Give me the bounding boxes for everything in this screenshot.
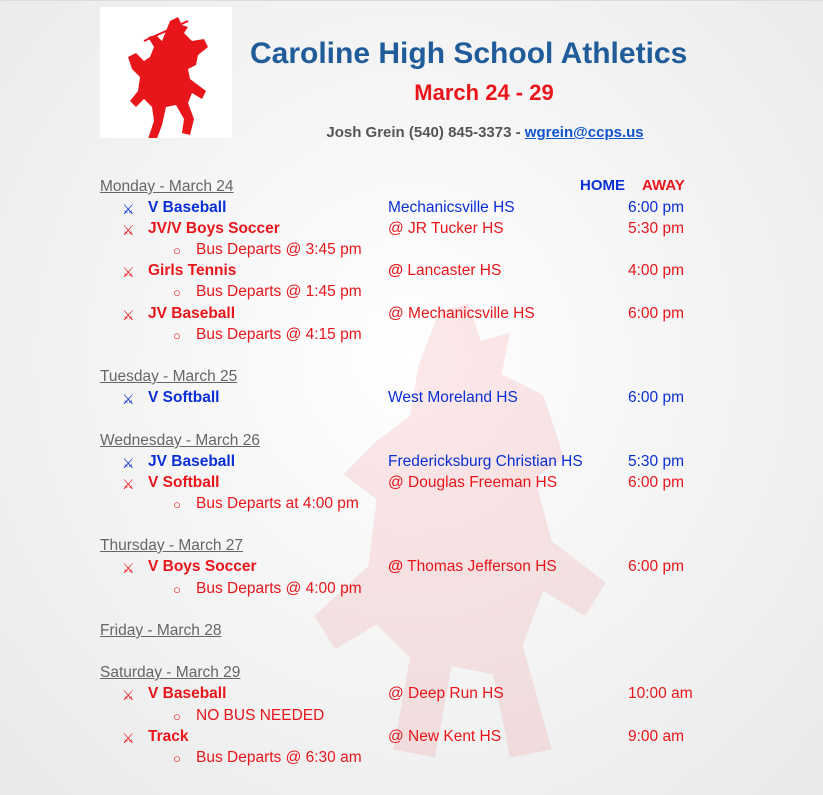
event-sport: V Baseball	[148, 685, 227, 702]
bullet-icon: ○	[173, 751, 181, 766]
bus-departure: Bus Departs at 4:00 pm	[196, 495, 359, 512]
bus-departure: Bus Departs @ 6:30 am	[196, 749, 362, 766]
crossed-swords-icon: ⚔	[122, 687, 135, 703]
day-heading: Thursday - March 27	[100, 537, 243, 554]
event-opponent: @ Lancaster HS	[388, 262, 502, 279]
day-heading: Wednesday - March 26	[100, 432, 260, 449]
event-sport: JV Baseball	[148, 453, 236, 470]
bus-departure: NO BUS NEEDED	[196, 707, 325, 724]
cavalier-horse-rider-logo-icon	[100, 7, 232, 138]
event-opponent: @ Deep Run HS	[388, 685, 504, 702]
event-time: 9:00 am	[628, 728, 685, 745]
event-sport: JV Baseball	[148, 305, 236, 322]
event-sport: V Softball	[148, 474, 220, 491]
day-heading: Tuesday - March 25	[100, 368, 238, 385]
event-time: 5:30 pm	[628, 453, 685, 470]
event-opponent: Fredericksburg Christian HS	[388, 453, 583, 470]
crossed-swords-icon: ⚔	[122, 476, 135, 492]
date-range: March 24 - 29	[414, 80, 554, 105]
crossed-swords-icon: ⚔	[122, 391, 135, 407]
bus-departure: Bus Departs @ 4:15 pm	[196, 326, 362, 343]
legend-away: AWAY	[642, 177, 685, 194]
crossed-swords-icon: ⚔	[122, 455, 135, 471]
bus-departure: Bus Departs @ 1:45 pm	[196, 283, 362, 300]
bullet-icon: ○	[173, 582, 181, 597]
event-opponent: @ New Kent HS	[388, 728, 502, 745]
page-title: Caroline High School Athletics	[250, 37, 688, 70]
crossed-swords-icon: ⚔	[122, 560, 135, 576]
event-time: 5:30 pm	[628, 220, 685, 237]
event-sport: JV/V Boys Soccer	[148, 220, 280, 237]
event-time: 6:00 pm	[628, 199, 685, 216]
legend-home: HOME	[580, 177, 625, 194]
logo	[100, 7, 232, 138]
event-time: 6:00 pm	[628, 474, 685, 491]
bullet-icon: ○	[173, 328, 181, 343]
day-heading: Friday - March 28	[100, 622, 222, 639]
crossed-swords-icon: ⚔	[122, 264, 135, 280]
event-time: 4:00 pm	[628, 262, 685, 279]
contact-email-link[interactable]: wgrein@ccps.us	[524, 124, 644, 141]
contact-text: Josh Grein (540) 845-3373 -	[326, 124, 525, 141]
bus-departure: Bus Departs @ 4:00 pm	[196, 580, 362, 597]
bullet-icon: ○	[173, 243, 181, 258]
event-opponent: West Moreland HS	[388, 389, 518, 406]
crossed-swords-icon: ⚔	[122, 222, 135, 238]
event-sport: V Softball	[148, 389, 220, 406]
event-opponent: @ JR Tucker HS	[388, 220, 504, 237]
bullet-icon: ○	[173, 497, 181, 512]
event-time: 6:00 pm	[628, 558, 685, 575]
contact-line	[250, 124, 720, 141]
bullet-icon: ○	[173, 709, 181, 724]
day-heading: Saturday - March 29	[100, 664, 241, 681]
crossed-swords-icon: ⚔	[122, 730, 135, 746]
event-time: 6:00 pm	[628, 389, 685, 406]
event-opponent: @ Thomas Jefferson HS	[388, 558, 557, 575]
event-opponent: @ Mechanicsville HS	[388, 305, 535, 322]
day-heading: Monday - March 24	[100, 178, 234, 195]
crossed-swords-icon: ⚔	[122, 201, 135, 217]
event-sport: Track	[148, 728, 189, 745]
event-time: 6:00 pm	[628, 305, 685, 322]
event-time: 10:00 am	[628, 685, 693, 702]
event-opponent: Mechanicsville HS	[388, 199, 515, 216]
event-sport: V Boys Soccer	[148, 558, 257, 575]
event-sport: V Baseball	[148, 199, 227, 216]
crossed-swords-icon: ⚔	[122, 307, 135, 323]
event-sport: Girls Tennis	[148, 262, 237, 279]
event-opponent: @ Douglas Freeman HS	[388, 474, 558, 491]
bus-departure: Bus Departs @ 3:45 pm	[196, 241, 362, 258]
bullet-icon: ○	[173, 285, 181, 300]
